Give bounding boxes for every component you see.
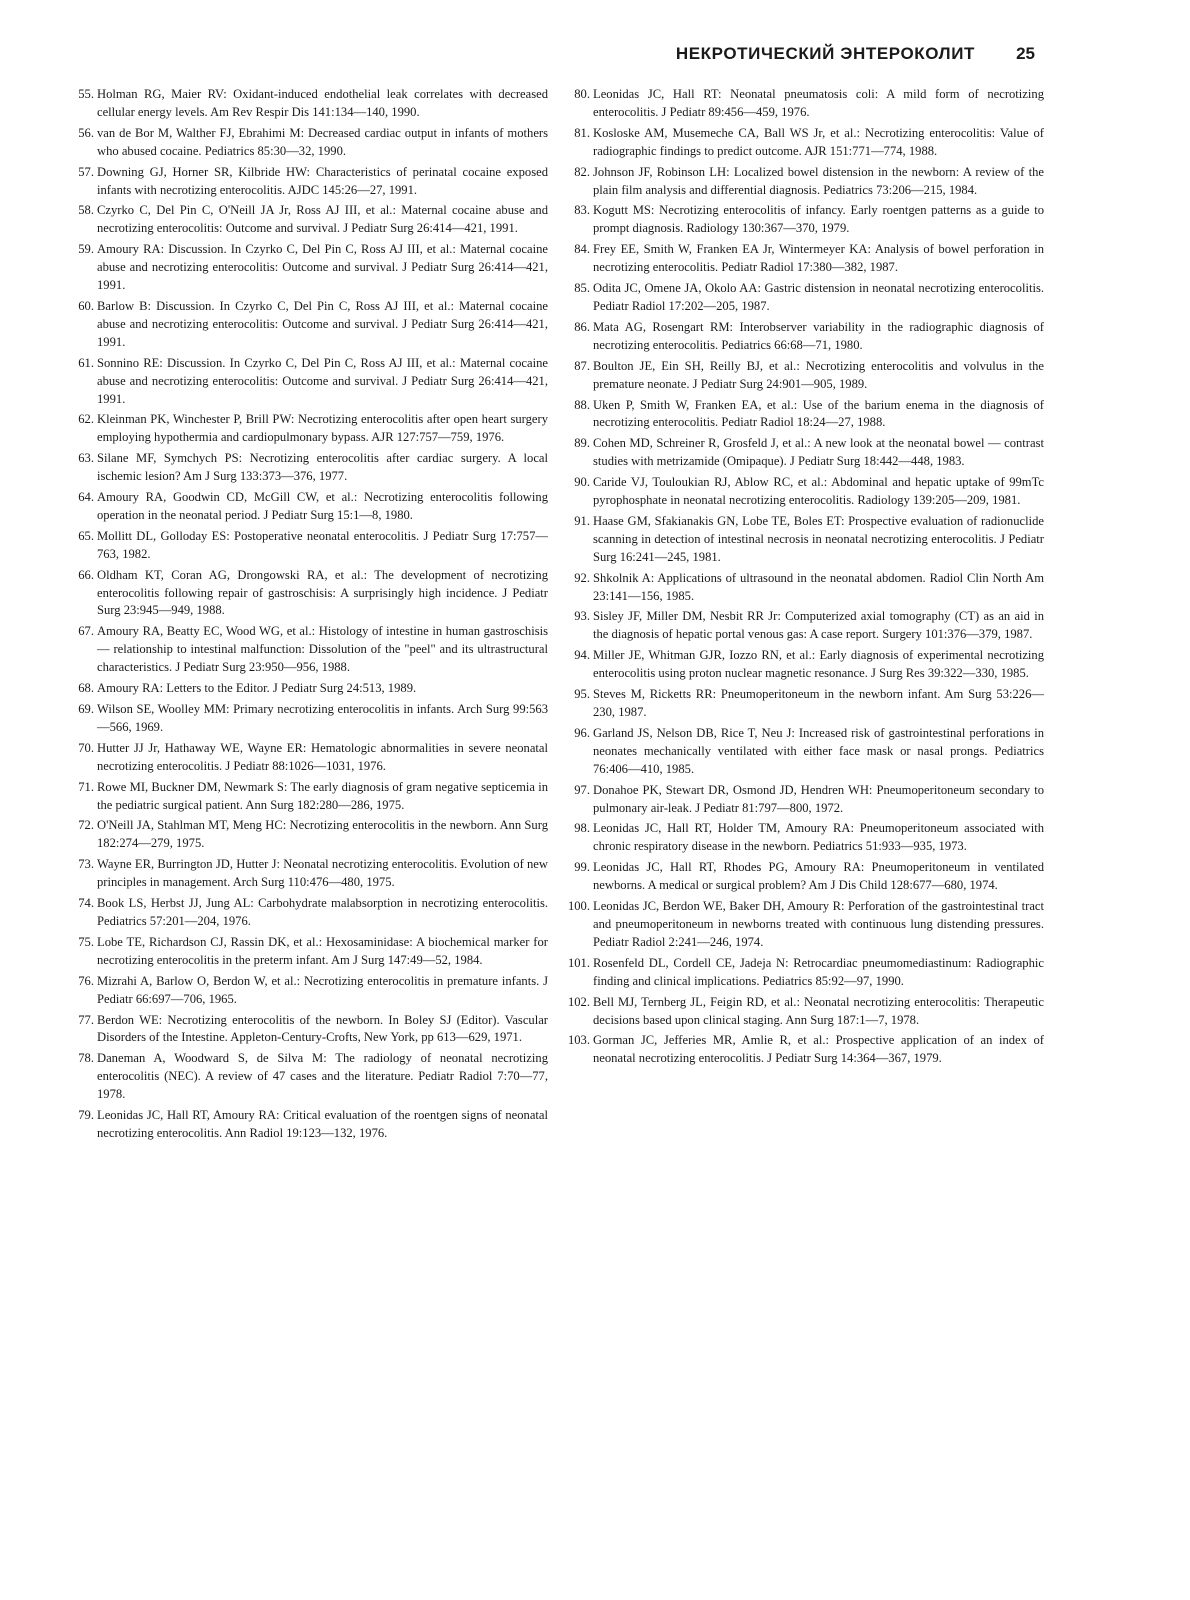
reference-item bbox=[66, 125, 548, 161]
reference-item bbox=[562, 782, 1044, 818]
reference-item bbox=[562, 647, 1044, 683]
reference-number: 88. bbox=[574, 397, 590, 412]
reference-citation: Rowe MI, Buckner DM, Newmark S: The early diagnosis of gram negative septicemia in the pediatric surgical patient. Ann Surg 182:280—286, 1975. bbox=[97, 779, 548, 812]
reference-citation: Uken P, Smith W, Franken EA, et al.: Use of the barium enema in the diagnosis of necrotizing enterocolitis. Pediatr Radiol 18:24—27, 1988. bbox=[593, 397, 1044, 430]
reference-number: 63. bbox=[78, 451, 94, 466]
reference-number: 74. bbox=[78, 896, 94, 911]
reference-item bbox=[562, 608, 1044, 644]
reference-item bbox=[562, 435, 1044, 471]
reference-item bbox=[66, 528, 548, 564]
reference-item bbox=[66, 856, 548, 892]
reference-item bbox=[66, 164, 548, 200]
reference-citation: Cohen MD, Schreiner R, Grosfeld J, et al.: A new look at the neonatal bowel — contrast studies with metrizamide (Omipaque). J Pediatr Surg 18:442—448, 1983. bbox=[593, 436, 1044, 469]
reference-number: 101. bbox=[567, 955, 590, 970]
reference-citation: Mizrahi A, Barlow O, Berdon W, et al.: Necrotizing enterocolitis in premature infants. J Pediatr 66:697—706, 1965. bbox=[97, 973, 548, 1006]
reference-citation: Oldham KT, Coran AG, Drongowski RA, et al.: The development of necrotizing enterocolitis following repair of gastroschisis: A surprisingly high incidence. J Pediatr Surg 23:945—949, 1988. bbox=[97, 567, 548, 618]
reference-number: 96. bbox=[574, 725, 590, 740]
reference-citation: Holman RG, Maier RV: Oxidant-induced endothelial leak correlates with decreased cellular energy levels. Am Rev Respir Dis 141:134—140, 1990. bbox=[97, 87, 548, 119]
reference-citation: Mata AG, Rosengart RM: Interobserver variability in the radiographic diagnosis of necrotizing enterocolitis. Pediatrics 66:68—71, 1980. bbox=[593, 319, 1044, 352]
reference-item bbox=[66, 895, 548, 931]
reference-number: 65. bbox=[78, 528, 94, 543]
reference-citation: Steves M, Ricketts RR: Pneumoperitoneum in the newborn infant. Am Surg 53:226—230, 1987. bbox=[593, 687, 1044, 719]
reference-number: 56. bbox=[78, 125, 94, 140]
reference-number: 79. bbox=[78, 1108, 94, 1123]
reference-item bbox=[562, 725, 1044, 779]
reference-citation: Wilson SE, Woolley MM: Primary necrotizing enterocolitis in infants. Arch Surg 99:563—566, 1969. bbox=[97, 702, 548, 734]
reference-item bbox=[562, 125, 1044, 161]
reference-number: 98. bbox=[574, 821, 590, 836]
reference-item bbox=[66, 86, 548, 122]
reference-citation: Leonidas JC, Berdon WE, Baker DH, Amoury R: Perforation of the gastrointestinal tract and pneumoperitoneum in newborns treated with continuous lung distending pressures. Pediatr Radiol 2:241—246, 1974. bbox=[593, 899, 1044, 949]
reference-number: 61. bbox=[78, 355, 94, 370]
reference-number: 87. bbox=[574, 358, 590, 373]
reference-item bbox=[562, 86, 1044, 122]
reference-citation: Wayne ER, Burrington JD, Hutter J: Neonatal necrotizing enterocolitis. Evolution of new principles in management. Arch Surg 110:476—480, 1975. bbox=[97, 857, 548, 890]
reference-number: 78. bbox=[78, 1051, 94, 1066]
reference-item bbox=[562, 955, 1044, 991]
reference-number: 58. bbox=[78, 203, 94, 218]
reference-item bbox=[66, 1107, 548, 1143]
reference-number: 85. bbox=[574, 281, 590, 296]
reference-item bbox=[66, 202, 548, 238]
reference-item bbox=[562, 474, 1044, 510]
reference-number: 68. bbox=[78, 681, 94, 696]
page-header bbox=[0, 44, 1190, 74]
reference-citation: Donahoe PK, Stewart DR, Osmond JD, Hendren WH: Pneumoperitoneum secondary to pulmonary air-leak. J Pediatr 81:797—800, 1972. bbox=[593, 782, 1044, 815]
reference-number: 93. bbox=[574, 609, 590, 624]
reference-number: 83. bbox=[574, 203, 590, 218]
reference-number: 64. bbox=[78, 490, 94, 505]
reference-item bbox=[66, 411, 548, 447]
reference-item bbox=[562, 820, 1044, 856]
reference-item bbox=[562, 241, 1044, 277]
reference-number: 84. bbox=[574, 242, 590, 257]
reference-item bbox=[66, 355, 548, 409]
reference-number: 57. bbox=[78, 164, 94, 179]
reference-number: 82. bbox=[574, 164, 590, 179]
reference-item bbox=[66, 1050, 548, 1104]
reference-citation: Sisley JF, Miller DM, Nesbit RR Jr: Computerized axial tomography (CT) as an aid in the diagnosis of hepatic portal venous gas: A case report. Surgery 101:376—379, 1987. bbox=[593, 609, 1044, 642]
reference-number: 94. bbox=[574, 648, 590, 663]
reference-number: 71. bbox=[78, 779, 94, 794]
reference-citation: Kosloske AM, Musemeche CA, Ball WS Jr, et al.: Necrotizing enterocolitis: Value of radiographic findings to predict outcome. AJR 151:771—774, 1988. bbox=[593, 125, 1044, 158]
reference-number: 75. bbox=[78, 934, 94, 949]
reference-number: 76. bbox=[78, 973, 94, 988]
reference-number: 59. bbox=[78, 242, 94, 257]
reference-citation: Barlow B: Discussion. In Czyrko C, Del Pin C, Ross AJ III, et al.: Maternal cocaine abuse and necrotizing enterocolitis: Outcome and survival. J Pediatr Surg 26:414—421, 1991. bbox=[97, 298, 548, 349]
reference-citation: Gorman JC, Jefferies MR, Amlie R, et al.: Prospective application of an index of neonatal necrotizing enterocolitis. J Pediatr Surg 14:364—367, 1979. bbox=[593, 1033, 1044, 1066]
reference-citation: Silane MF, Symchych PS: Necrotizing enterocolitis after cardiac surgery. A local ischemic lesion? Am J Surg 133:373—376, 1977. bbox=[97, 451, 548, 484]
reference-citation: Amoury RA: Discussion. In Czyrko C, Del Pin C, Ross AJ III, et al.: Maternal cocaine abuse and necrotizing enterocolitis: Outcome and survival. J Pediatr Surg 26:414—421, 1991. bbox=[97, 242, 548, 293]
reference-citation: Shkolnik A: Applications of ultrasound in the neonatal abdomen. Radiol Clin North Am 23:141—156, 1985. bbox=[593, 570, 1044, 603]
reference-citation: Kogutt MS: Necrotizing enterocolitis of infancy. Early roentgen patterns as a guide to prompt diagnosis. Radiology 130:367—370, 1979. bbox=[593, 203, 1044, 236]
reference-citation: Caride VJ, Touloukian RJ, Ablow RC, et al.: Abdominal and hepatic uptake of 99mTc pyrophosphate in neonatal necrotizing enterocolitis. Radiology 139:205—209, 1981. bbox=[593, 475, 1044, 508]
reference-item bbox=[66, 779, 548, 815]
reference-list-right-column bbox=[562, 86, 1044, 1071]
reference-number: 99. bbox=[574, 860, 590, 875]
reference-item bbox=[66, 623, 548, 677]
reference-citation: Amoury RA, Beatty EC, Wood WG, et al.: Histology of intestine in human gastroschisis — relationship to intestinal malfunction: Dissolution of the "peel" and its ultrastructural characteristics. J Pediatr Surg 23:950—956, 1988. bbox=[97, 624, 548, 675]
page-number: 25 bbox=[1016, 44, 1035, 63]
reference-citation: Hutter JJ Jr, Hathaway WE, Wayne ER: Hematologic abnormalities in severe neonatal necrotizing enterocolitis. J Pediatr 88:1026—1031, 1976. bbox=[97, 740, 548, 773]
reference-citation: Book LS, Herbst JJ, Jung AL: Carbohydrate malabsorption in necrotizing enterocolitis. Pediatrics 57:201—204, 1976. bbox=[97, 896, 548, 928]
reference-item bbox=[562, 397, 1044, 433]
reference-number: 66. bbox=[78, 567, 94, 582]
reference-citation: Sonnino RE: Discussion. In Czyrko C, Del Pin C, Ross AJ III, et al.: Maternal cocaine abuse and necrotizing enterocolitis: Outcome and survival. J Pediatr Surg 26:414—421, 1991. bbox=[97, 355, 548, 406]
reference-item bbox=[562, 202, 1044, 238]
reference-citation: Amoury RA: Letters to the Editor. J Pediatr Surg 24:513, 1989. bbox=[97, 681, 417, 696]
reference-number: 92. bbox=[574, 570, 590, 585]
reference-number: 62. bbox=[78, 412, 94, 427]
reference-item bbox=[562, 319, 1044, 355]
reference-number: 60. bbox=[78, 298, 94, 313]
reference-citation: O'Neill JA, Stahlman MT, Meng HC: Necrotizing enterocolitis in the newborn. Ann Surg 182:274—279, 1975. bbox=[97, 818, 548, 851]
reference-number: 100. bbox=[567, 899, 590, 914]
reference-number: 70. bbox=[78, 740, 94, 755]
reference-citation: Garland JS, Nelson DB, Rice T, Neu J: Increased risk of gastrointestinal perforations in neonates mechanically ventilated with either face mask or nasal prongs. Pediatrics 76:406—410, 1985. bbox=[593, 725, 1044, 776]
reference-item bbox=[562, 898, 1044, 952]
reference-item bbox=[66, 817, 548, 853]
reference-citation: Berdon WE: Necrotizing enterocolitis of the newborn. In Boley SJ (Editor). Vascular Disorders of the Intestine. Appleton-Century-Crofts, New York, pp 613—629, 1971. bbox=[97, 1012, 548, 1045]
reference-item bbox=[562, 1032, 1044, 1068]
reference-number: 81. bbox=[574, 125, 590, 140]
reference-item bbox=[562, 358, 1044, 394]
reference-number: 73. bbox=[78, 857, 94, 872]
reference-citation: Frey EE, Smith W, Franken EA Jr, Wintermeyer KA: Analysis of bowel perforation in necrotizing enterocolitis. Pediatr Radiol 17:380—382, 1987. bbox=[593, 242, 1044, 275]
reference-item bbox=[66, 298, 548, 352]
reference-item bbox=[66, 1012, 548, 1048]
reference-citation: Miller JE, Whitman GJR, Iozzo RN, et al.: Early diagnosis of experimental necrotizing enterocolitis using proton nuclear magnetic resonance. J Surg Res 39:322—330, 1985. bbox=[593, 648, 1044, 681]
reference-item bbox=[66, 680, 548, 698]
reference-citation: Bell MJ, Ternberg JL, Feigin RD, et al.: Neonatal necrotizing enterocolitis: Therapeutic decisions based upon clinical staging. Ann Surg 187:1—7, 1978. bbox=[593, 994, 1044, 1027]
reference-number: 103. bbox=[567, 1033, 590, 1048]
reference-item bbox=[562, 994, 1044, 1030]
reference-citation: Daneman A, Woodward S, de Silva M: The radiology of neonatal necrotizing enterocolitis (NEC). A review of 47 cases and the literature. Pediatr Radiol 7:70—77, 1978. bbox=[97, 1051, 548, 1102]
reference-number: 95. bbox=[574, 687, 590, 702]
reference-citation: Downing GJ, Horner SR, Kilbride HW: Characteristics of perinatal cocaine exposed infants with necrotizing enterocolitis. AJDC 145:26—27, 1991. bbox=[97, 164, 548, 197]
reference-item bbox=[562, 859, 1044, 895]
reference-item bbox=[66, 973, 548, 1009]
reference-item bbox=[562, 513, 1044, 567]
reference-citation: Leonidas JC, Hall RT, Holder TM, Amoury RA: Pneumoperitoneum associated with chronic respiratory disease in the newborn. Pediatrics 51:933—935, 1973. bbox=[593, 821, 1044, 854]
reference-citation: Leonidas JC, Hall RT, Rhodes PG, Amoury RA: Pneumoperitoneum in ventilated newborns. A medical or surgical problem? Am J Dis Child 128:677—680, 1974. bbox=[593, 860, 1044, 893]
reference-number: 80. bbox=[574, 87, 590, 101]
reference-number: 102. bbox=[567, 994, 590, 1009]
reference-number: 55. bbox=[78, 87, 94, 101]
reference-citation: Amoury RA, Goodwin CD, McGill CW, et al.: Necrotizing enterocolitis following operation in the neonatal period. J Pediatr Surg 15:1—8, 1980. bbox=[97, 490, 548, 522]
reference-item bbox=[66, 241, 548, 295]
reference-list-left-column bbox=[66, 86, 548, 1146]
reference-number: 89. bbox=[574, 436, 590, 451]
reference-item bbox=[66, 567, 548, 621]
reference-item bbox=[562, 570, 1044, 606]
reference-citation: Mollitt DL, Golloday ES: Postoperative neonatal enterocolitis. J Pediatr Surg 17:757—763, 1982. bbox=[97, 528, 548, 561]
reference-citation: Czyrko C, Del Pin C, O'Neill JA Jr, Ross AJ III, et al.: Maternal cocaine abuse and necrotizing enterocolitis: Outcome and survival. J Pediatr Surg 26:414—421, 1991. bbox=[97, 203, 548, 236]
reference-number: 77. bbox=[78, 1012, 94, 1027]
reference-citation: Kleinman PK, Winchester P, Brill PW: Necrotizing enterocolitis after open heart surgery employing hypothermia and cardiopulmonary bypass. AJR 127:757—759, 1976. bbox=[97, 412, 548, 445]
reference-number: 72. bbox=[78, 818, 94, 833]
reference-item bbox=[562, 280, 1044, 316]
reference-item bbox=[66, 489, 548, 525]
reference-item bbox=[562, 164, 1044, 200]
reference-number: 86. bbox=[574, 319, 590, 334]
reference-number: 91. bbox=[574, 513, 590, 528]
reference-citation: van de Bor M, Walther FJ, Ebrahimi M: Decreased cardiac output in infants of mothers who abused cocaine. Pediatrics 85:30—32, 1990. bbox=[97, 125, 548, 158]
reference-citation: Leonidas JC, Hall RT: Neonatal pneumatosis coli: A mild form of necrotizing enterocolitis. J Pediatr 89:456—459, 1976. bbox=[593, 87, 1044, 119]
reference-citation: Boulton JE, Ein SH, Reilly BJ, et al.: Necrotizing enterocolitis and volvulus in the premature neonate. J Pediatr Surg 24:901—905, 1989. bbox=[593, 358, 1044, 391]
reference-number: 97. bbox=[574, 782, 590, 797]
reference-item bbox=[562, 686, 1044, 722]
reference-citation: Rosenfeld DL, Cordell CE, Jadeja N: Retrocardiac pneumomediastinum: Radiographic finding and clinical implications. Pediatrics 85:92—97, 1990. bbox=[593, 955, 1044, 988]
reference-citation: Odita JC, Omene JA, Okolo AA: Gastric distension in neonatal necrotizing enterocolitis. Pediatr Radiol 17:202—205, 1987. bbox=[593, 281, 1044, 313]
reference-number: 69. bbox=[78, 702, 94, 716]
reference-citation: Leonidas JC, Hall RT, Amoury RA: Critical evaluation of the roentgen signs of neonatal necrotizing enterocolitis. Ann Radiol 19:123—132, 1976. bbox=[97, 1108, 548, 1140]
reference-number: 90. bbox=[574, 475, 590, 490]
reference-citation: Johnson JF, Robinson LH: Localized bowel distension in the newborn: A review of the plain film analysis and differential diagnosis. Pediatrics 73:206—215, 1984. bbox=[593, 164, 1044, 197]
reference-citation: Lobe TE, Richardson CJ, Rassin DK, et al.: Hexosaminidase: A biochemical marker for necrotizing enterocolitis in the preterm infant. Am J Surg 147:49—52, 1984. bbox=[97, 934, 548, 967]
reference-item bbox=[66, 740, 548, 776]
reference-item bbox=[66, 701, 548, 737]
running-title: НЕКРОТИЧЕСКИЙ ЭНТЕРОКОЛИТ bbox=[675, 44, 975, 63]
reference-item bbox=[66, 450, 548, 486]
reference-citation: Haase GM, Sfakianakis GN, Lobe TE, Boles ET: Prospective evaluation of radionuclide scanning in detection of intestinal necrosis in neonatal necrotizing enterocolitis. J Pediatr Surg 16:241—245, 1981. bbox=[593, 513, 1044, 564]
reference-number: 67. bbox=[78, 624, 94, 639]
reference-item bbox=[66, 934, 548, 970]
